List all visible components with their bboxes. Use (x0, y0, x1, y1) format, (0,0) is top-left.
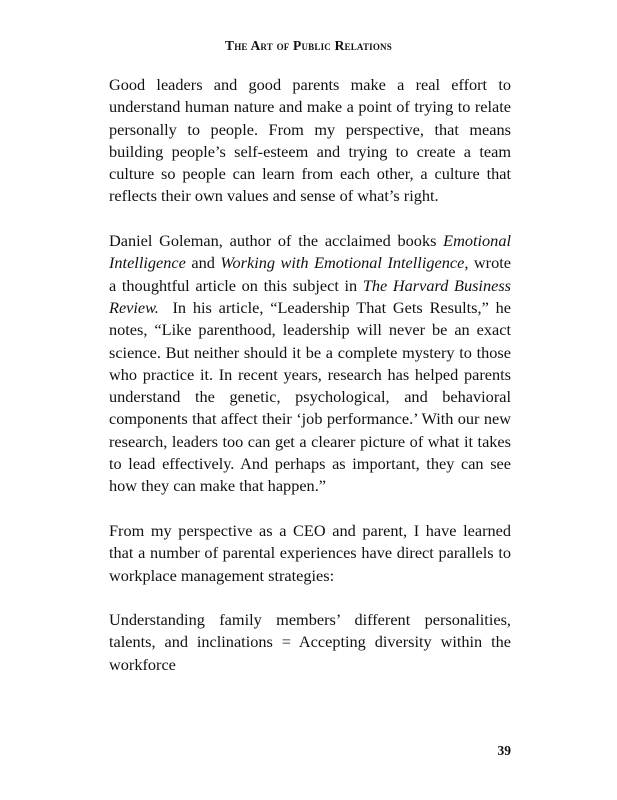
page-body (109, 74, 516, 698)
paragraph-2 (109, 230, 516, 498)
paragraph-4: Understanding family members’ different personalities, talents, and inclinations = Accepting diversity within the workforce (109, 610, 511, 674)
book-title-emotional-intelligence: Emotional Intelligence (109, 231, 511, 273)
paragraph-2-text-4: In his article, “Leadership That Gets Results,” he notes, “Like parenthood, leadership will never be an exact science. But neither should it be a complete mystery to those who practice it. In recent years, research has helped parents understand the genetic, psychological, and behavioral components that affect their ‘job performance.’ With our new research, leaders too can get a clearer picture of what it takes to lead effectively. And perhaps as important, they can see how they can make that happen.” (109, 297, 516, 496)
journal-title: The Harvard Business Review. (109, 275, 511, 317)
book-title-working-with-ei: Working with Emotional Intelligence, (220, 253, 469, 273)
paragraph-1: Good leaders and good parents make a real effort to understand human nature and make a point of trying to relate personally to people. From my perspective, that means building people’s self-esteem and trying to create a team culture so people can learn from each other, a culture that reflects their own values and sense of what’s right. (109, 75, 511, 206)
page-number: 39 (497, 743, 511, 758)
running-header: The Art of Public Relations (225, 38, 392, 53)
paragraph-3: From my perspective as a CEO and parent, I have learned that a number of parental experiences have direct parallels to workplace management strategies: (109, 520, 511, 585)
paragraph-2-text-2: and (185, 253, 221, 273)
paragraph-2-text-3: wrote a thoughtful article on this subject in (109, 253, 511, 295)
paragraph-2-text-1: Daniel Goleman, author of the acclaimed books (109, 231, 444, 251)
